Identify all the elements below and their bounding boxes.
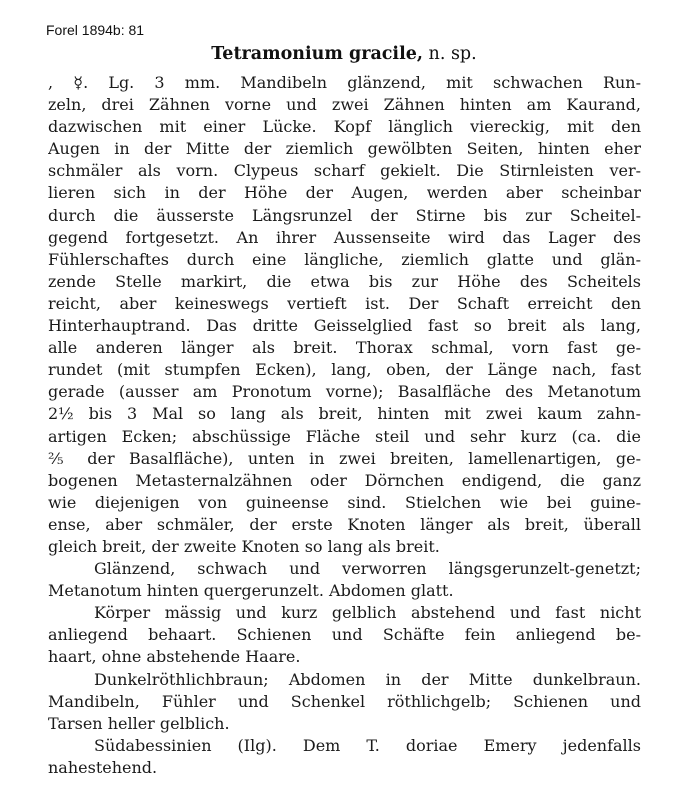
text-line: gegend fortgesetzt. An ihrer Aussenseite wird das Lager des (48, 227, 641, 247)
text-line: schmäler als vorn. Clypeus scharf gekielt. Die Stirnleisten ver- (48, 161, 641, 181)
text-line: Dunkelröthlichbraun; Abdomen in der Mitte dunkelbraun. (94, 669, 641, 689)
text-line: Augen in der Mitte der ziemlich gewölbten Seiten, hinten eher (48, 139, 641, 159)
text-line: wie diejenigen von guineense sind. Stielchen wie bei guine- (48, 492, 641, 512)
text-line: Hinterhauptrand. Das dritte Geisselglied fast so breit als lang, (48, 316, 641, 336)
text-line: Körper mässig und kurz gelblich abstehend und fast nicht (94, 603, 641, 623)
species-heading (0, 44, 688, 64)
description-text (48, 72, 641, 779)
text-line: gerade (ausser am Pronotum vorne); Basalfläche des Metanotum (48, 382, 641, 402)
text-line: nahestehend. (48, 757, 158, 777)
text-line: Glänzend, schwach und verworren längsgerunzelt-genetzt; (94, 559, 641, 579)
text-line: dazwischen mit einer Lücke. Kopf länglich viereckig, mit den (48, 117, 641, 137)
text-line: bogenen Metasternalzähnen oder Dörnchen endigend, die ganz (48, 470, 641, 490)
species-status: n. sp. (428, 44, 477, 64)
text-line: ⅖ der Basalfläche), unten in zwei breiten, lamellenartigen, ge- (48, 448, 641, 468)
text-line: alle anderen länger als breit. Thorax schmal, vorn fast ge- (48, 338, 641, 358)
species-name: Tetramonium gracile, (211, 44, 423, 64)
text-line: , ☿. Lg. 3 mm. Mandibeln glänzend, mit schwachen Run- (48, 73, 641, 92)
text-line: Metanotum hinten quergerunzelt. Abdomen glatt. (48, 581, 454, 601)
text-line: haart, ohne abstehende Haare. (48, 647, 301, 667)
text-line: zende Stelle markirt, die etwa bis zur Höhe des Scheitels (48, 271, 641, 291)
text-line: ense, aber schmäler, der erste Knoten länger als breit, überall (48, 514, 641, 534)
text-line: rundet (mit stumpfen Ecken), lang, oben, der Länge nach, fast (48, 360, 641, 380)
citation-label: Forel 1894b: 81 (46, 22, 145, 38)
text-line: durch die äusserste Längsrunzel der Stirne bis zur Scheitel- (48, 205, 641, 225)
text-line: artigen Ecken; abschüssige Fläche steil und sehr kurz (ca. die (48, 426, 641, 446)
paragraph (48, 558, 641, 602)
text-line: gleich breit, der zweite Knoten so lang als breit. (48, 536, 440, 556)
text-line: Mandibeln, Fühler und Schenkel röthlichgelb; Schienen und (48, 691, 641, 711)
text-line: Südabessinien (Ilg). Dem T. doriae Emery jedenfalls (94, 735, 641, 755)
text-line: reicht, aber keineswegs vertieft ist. Der Schaft erreicht den (48, 293, 641, 313)
text-line: Tarsen heller gelblich. (48, 713, 230, 733)
text-line: 2½ bis 3 Mal so lang als breit, hinten mit zwei kaum zahn- (48, 404, 641, 424)
paragraph (48, 669, 641, 735)
paragraph (48, 72, 641, 558)
paragraph (48, 602, 641, 668)
text-line: zeln, drei Zähnen vorne und zwei Zähnen hinten am Kaurand, (48, 95, 641, 115)
paragraph (48, 735, 641, 779)
text-line: lieren sich in der Höhe der Augen, werden aber scheinbar (48, 183, 641, 203)
text-line: anliegend behaart. Schienen und Schäfte fein anliegend be- (48, 625, 641, 645)
text-line: Fühlerschaftes durch eine längliche, ziemlich glatte und glän- (48, 249, 641, 269)
